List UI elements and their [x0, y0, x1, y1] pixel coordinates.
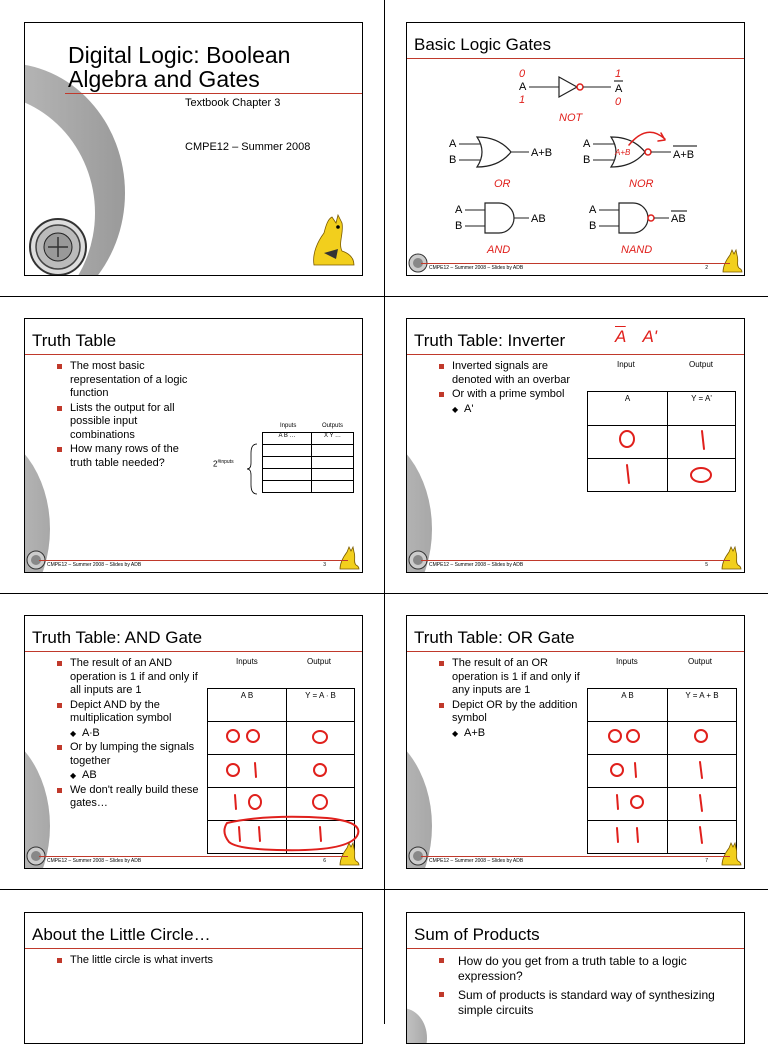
- title-rule: [25, 651, 362, 652]
- or-input-a: A: [449, 138, 457, 150]
- inputs-header: Inputs: [616, 657, 638, 666]
- table-header-outputs: X Y …: [312, 433, 354, 445]
- table-row: [263, 457, 354, 469]
- slide-5: [24, 615, 363, 869]
- slide-title: Truth Table: AND Gate: [32, 628, 203, 647]
- not-bit-in-0: 0: [519, 68, 526, 80]
- nand-output-label: AB: [671, 213, 686, 225]
- footer-text: CMPE12 – Summer 2008 – Slides by ADB: [47, 562, 142, 568]
- page-number: 5: [705, 562, 708, 568]
- input-header: Input: [617, 360, 635, 369]
- and-input-a: A: [455, 204, 463, 216]
- bullet-item: Depict AND by the multiplication symbol: [56, 699, 206, 726]
- bullet-item: Lists the output for all possible input combinations: [56, 402, 196, 443]
- title-rule: [407, 354, 744, 355]
- slide-title: Truth Table: Inverter: [414, 331, 566, 350]
- page-divider-horizontal: [0, 593, 768, 594]
- bullet-list: [438, 954, 718, 1019]
- title-line-1: Digital Logic: Boolean: [68, 42, 291, 68]
- not-gate-label: NOT: [559, 112, 583, 124]
- slide-title: Basic Logic Gates: [414, 35, 552, 54]
- course-label: CMPE12 – Summer 2008: [185, 141, 311, 153]
- title-rule: [25, 354, 362, 355]
- bullet-item: The most basic representation of a logic function: [56, 360, 196, 401]
- slide-title: Truth Table: OR Gate: [414, 628, 575, 647]
- slide-background-swoosh: [406, 1008, 427, 1044]
- page-divider-vertical: [384, 0, 385, 1024]
- row-count-exponent: #inputs: [217, 459, 234, 465]
- handwritten-annotation: [615, 327, 657, 347]
- footer-rule: [421, 263, 730, 264]
- bullet-item: The result of an OR operation is 1 if and only if any inputs are 1: [438, 657, 588, 698]
- truth-table-template: [262, 432, 354, 493]
- page-number: 6: [323, 858, 326, 864]
- and-output-label: AB: [531, 213, 546, 225]
- nand-gate: [589, 203, 687, 256]
- and-input-b: B: [455, 220, 463, 232]
- col-header-y: Y = A + B: [668, 689, 737, 722]
- handwritten-values: [587, 722, 737, 862]
- bullet-item: Inverted signals are denoted with an overbar: [438, 360, 588, 387]
- footer-rule: [39, 856, 348, 857]
- not-gate: [519, 68, 623, 124]
- col-header-ab: A B: [588, 689, 668, 722]
- col-header-ab: A B: [208, 689, 287, 722]
- title-rule: [65, 93, 362, 94]
- table-header-inputs: A B …: [263, 433, 312, 445]
- slide-footer: [407, 263, 744, 275]
- slide-footer: [25, 856, 362, 868]
- slide-6: [406, 615, 745, 869]
- nor-gate-label: NOR: [629, 178, 654, 190]
- footer-text: CMPE12 – Summer 2008 – Slides by ADB: [47, 858, 142, 864]
- annot-a-overbar: $\overline{A}$: [615, 327, 626, 346]
- outputs-header: Outputs: [322, 423, 344, 429]
- bullet-list: [56, 954, 316, 969]
- page-number: 3: [323, 562, 326, 568]
- logic-gates-diagram: [407, 63, 744, 273]
- or-output-label: A+B: [531, 147, 553, 159]
- slide-2: [406, 22, 745, 276]
- col-header-y: Y = A': [668, 392, 736, 426]
- annot-a-prime: A': [642, 327, 658, 346]
- bullet-list: [56, 360, 196, 471]
- sub-bullet-item: ◆ A∙B: [56, 727, 206, 741]
- bullet-item: Or by lumping the signals together: [56, 741, 206, 768]
- or-gate-label: OR: [494, 178, 511, 190]
- bullet-item: How many rows of the truth table needed?: [56, 443, 196, 470]
- page-divider-horizontal: [0, 296, 768, 297]
- or-input-b: B: [449, 154, 457, 166]
- subtitle: Textbook Chapter 3: [185, 97, 281, 109]
- bullet-list: [438, 360, 588, 417]
- handwritten-values: [207, 722, 363, 862]
- table-row: [263, 469, 354, 481]
- not-bit-out-1: 0: [615, 96, 622, 108]
- nor-input-b: B: [583, 154, 591, 166]
- bullet-item: We don't really build these gates…: [56, 784, 206, 811]
- sub-bullet-item: ◆ AB: [56, 769, 206, 783]
- row-count-formula: [213, 459, 234, 469]
- nand-input-b: B: [589, 220, 597, 232]
- bullet-item: The result of an AND operation is 1 if and only if all inputs are 1: [56, 657, 206, 698]
- inputs-header: Inputs: [280, 423, 297, 429]
- bullet-item: Or with a prime symbol: [438, 388, 588, 402]
- nand-input-a: A: [589, 204, 597, 216]
- bullet-list: [438, 657, 588, 741]
- title-line-2: Algebra and Gates: [68, 66, 260, 92]
- nor-annotation: A+B: [615, 148, 631, 157]
- page-divider-horizontal: [0, 889, 768, 890]
- not-bit-in-1: 1: [519, 94, 526, 106]
- output-header: Output: [307, 657, 332, 666]
- bullet-item: How do you get from a truth table to a logic expression?: [438, 954, 718, 984]
- or-gate: [449, 137, 552, 190]
- footer-text: CMPE12 – Summer 2008 – Slides by ADB: [429, 265, 524, 271]
- page-number: 2: [705, 265, 708, 271]
- footer-rule: [421, 856, 730, 857]
- university-seal-logo: [28, 217, 88, 276]
- nand-gate-label: NAND: [621, 244, 653, 256]
- nor-gate: [583, 132, 697, 190]
- slide-3: [24, 318, 363, 573]
- footer-text: CMPE12 – Summer 2008 – Slides by ADB: [429, 562, 524, 568]
- slide-title: Truth Table: [32, 331, 117, 350]
- slide-footer: [407, 856, 744, 868]
- slide-7: [24, 912, 363, 1044]
- nor-output-label: A+B: [673, 149, 695, 161]
- inputs-header: Inputs: [236, 657, 258, 666]
- bullet-item: The little circle is what inverts: [56, 954, 316, 968]
- row-count-base: 2: [213, 459, 218, 469]
- slide-4: [406, 318, 745, 573]
- slide-title: About the Little Circle…: [32, 925, 211, 944]
- not-bit-out-0: 1: [615, 68, 622, 80]
- bullet-list: [56, 657, 206, 812]
- title-rule: [407, 948, 744, 949]
- not-output-label: A: [615, 83, 623, 95]
- col-header-a: A: [588, 392, 668, 426]
- slide-footer: [25, 560, 362, 572]
- footer-rule: [421, 560, 730, 561]
- and-gate: [455, 203, 546, 256]
- title-rule: [407, 651, 744, 652]
- slide-1: [24, 22, 363, 276]
- title-rule: [25, 948, 362, 949]
- slide-title: [68, 43, 348, 91]
- mascot-slug-logo: [308, 213, 358, 268]
- sub-bullet-item: ◆ A': [438, 403, 588, 417]
- table-row: [263, 445, 354, 457]
- col-header-y: Y = A ∙ B: [287, 689, 355, 722]
- row-count-brace: [247, 443, 259, 495]
- footer-text: CMPE12 – Summer 2008 – Slides by ADB: [429, 858, 524, 864]
- bullet-item: Depict OR by the addition symbol: [438, 699, 588, 726]
- slide-title: Sum of Products: [414, 925, 540, 944]
- output-header: Output: [689, 360, 714, 369]
- output-header: Output: [688, 657, 713, 666]
- not-input-label: A: [519, 81, 527, 93]
- page-number: 7: [705, 858, 708, 864]
- table-row: [263, 481, 354, 493]
- slide-8: [406, 912, 745, 1044]
- nor-input-a: A: [583, 138, 591, 150]
- title-rule: [407, 58, 744, 59]
- bullet-item: Sum of products is standard way of synthesizing simple circuits: [438, 988, 718, 1018]
- sub-bullet-item: ◆ A+B: [438, 727, 588, 741]
- and-gate-label: AND: [487, 244, 511, 256]
- handwritten-values: [587, 425, 736, 495]
- slide-footer: [407, 560, 744, 572]
- footer-rule: [39, 560, 348, 561]
